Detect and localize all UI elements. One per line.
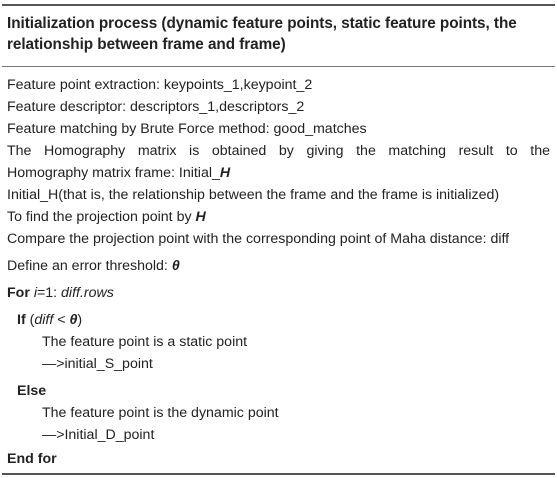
loop-range: =1: bbox=[36, 285, 62, 301]
dynamic-point-assign: —>Initial_D_point bbox=[42, 427, 155, 443]
step-initial-h: Initial_H(that is, the relationship between the frame and the frame is initialized) bbox=[7, 187, 500, 203]
else-keyword: Else bbox=[17, 383, 47, 399]
step-compare: Compare the projection point with the corresponding point of Maha distance: diff bbox=[7, 231, 510, 247]
step-threshold bbox=[7, 257, 180, 275]
for-keyword: For bbox=[7, 285, 30, 301]
dynamic-point-statement: The feature point is the dynamic point bbox=[42, 405, 279, 421]
if-operator: < bbox=[53, 312, 70, 328]
loop-bound: diff.rows bbox=[61, 285, 114, 301]
projection-text: To find the projection point by bbox=[7, 209, 196, 225]
step-feature-descriptor: Feature descriptor: descriptors_1,descriptors_2 bbox=[7, 99, 305, 115]
step-homography-line2 bbox=[7, 164, 230, 182]
step-feature-matching: Feature matching by Brute Force method: good_matches bbox=[7, 121, 367, 137]
header-rule bbox=[2, 66, 555, 67]
end-for-keyword: End for bbox=[7, 451, 57, 467]
homography-text: Homography matrix frame: Initial_ bbox=[7, 165, 220, 181]
if-keyword: If bbox=[17, 312, 26, 328]
step-projection bbox=[7, 208, 206, 226]
projection-symbol: H bbox=[195, 209, 206, 225]
threshold-text: Define an error threshold: bbox=[7, 258, 172, 274]
if-condition bbox=[17, 311, 82, 329]
if-threshold: θ bbox=[69, 312, 78, 328]
top-rule bbox=[2, 4, 555, 6]
threshold-symbol: θ bbox=[171, 258, 180, 274]
if-open-paren: ( bbox=[25, 312, 35, 328]
loop-variable: i bbox=[33, 285, 37, 301]
homography-symbol: H bbox=[219, 165, 231, 181]
algorithm-table bbox=[2, 4, 555, 474]
static-point-assign: —>initial_S_point bbox=[42, 356, 153, 372]
if-variable: diff bbox=[34, 312, 54, 328]
for-loop-header bbox=[7, 284, 114, 302]
static-point-statement: The feature point is a static point bbox=[42, 334, 248, 350]
step-feature-extraction: Feature point extraction: keypoints_1,keypoint_2 bbox=[7, 77, 313, 93]
if-close-paren: ) bbox=[77, 312, 83, 328]
algorithm-title: Initialization process (dynamic feature points, static feature points, the relationship between frame and frame) bbox=[7, 15, 517, 53]
bottom-rule bbox=[2, 473, 555, 475]
step-homography-line1: The Homography matrix is obtained by giving the matching result to the bbox=[7, 143, 550, 159]
